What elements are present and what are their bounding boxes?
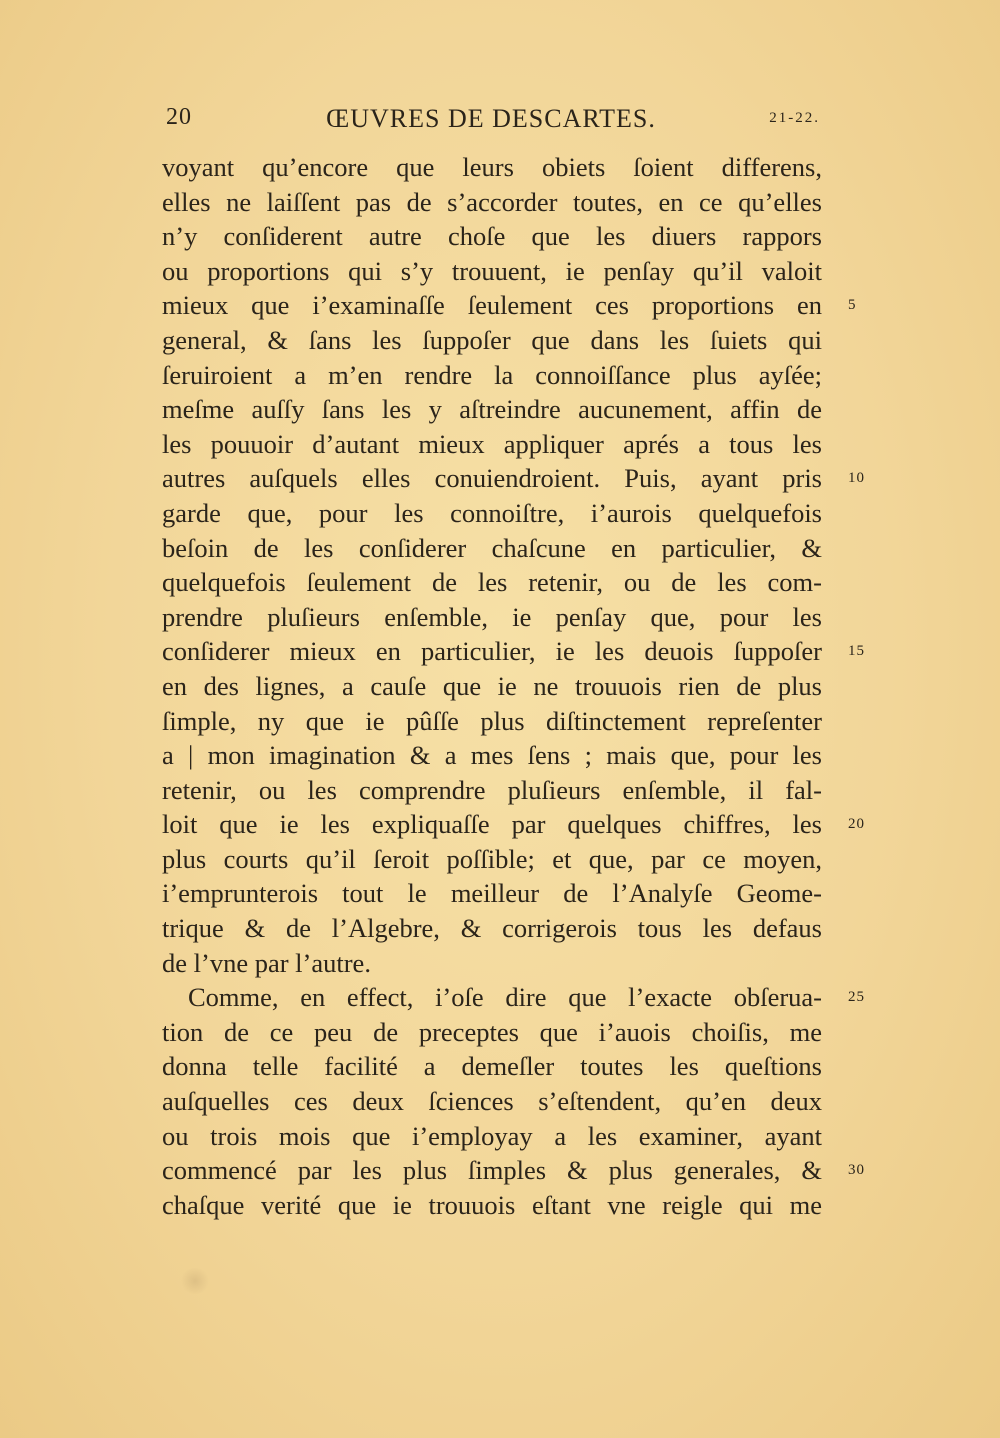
line-number: 30 xyxy=(848,1162,865,1179)
text-line xyxy=(162,323,822,358)
text-line xyxy=(162,980,865,1015)
text-line xyxy=(162,531,822,566)
text-line xyxy=(162,427,822,462)
text-line xyxy=(162,150,822,185)
text-line-content: donna telle facilité a demeſler toutes les queſtions xyxy=(162,1051,822,1082)
text-line xyxy=(162,1049,822,1084)
text-line xyxy=(162,704,822,739)
text-line xyxy=(162,876,822,911)
text-line-content: plus courts qu’il ſeroit poſſible; et que, par ce moyen, xyxy=(162,843,822,874)
text-line-content: a | mon imagination & a mes ſens ; mais que, pour les xyxy=(162,740,822,771)
text-line-content: Comme, en effect, i’oſe dire que l’exacte obſerua- xyxy=(188,982,822,1013)
text-line xyxy=(162,1119,822,1154)
text-line-content: prendre pluſieurs enſemble, ie penſay que, pour les xyxy=(162,601,822,632)
text-line xyxy=(162,911,822,946)
text-line xyxy=(162,288,857,323)
line-number: 10 xyxy=(848,470,865,487)
text-line xyxy=(162,219,822,254)
text-line xyxy=(162,600,822,635)
text-line-content: trique & de l’Algebre, & corrigerois tous les defaus xyxy=(162,913,822,944)
text-line xyxy=(162,461,865,496)
text-line xyxy=(162,946,822,981)
book-title: ŒUVRES DE DESCARTES. xyxy=(326,104,656,133)
text-line xyxy=(162,634,865,669)
text-line xyxy=(162,1084,822,1119)
text-line xyxy=(162,254,822,289)
text-line-content: commencé par les plus ſimples & plus generales, & xyxy=(162,1155,822,1186)
text-line xyxy=(162,669,822,704)
text-line-content: ou proportions qui s’y trouuent, ie penſay qu’il valoit xyxy=(162,255,822,286)
paper-stain xyxy=(180,1268,210,1294)
text-line-content: beſoin de les conſiderer chaſcune en particulier, & xyxy=(162,532,822,563)
text-line-content: autres auſquels elles conuiendroient. Puis, ayant pris xyxy=(162,463,822,494)
text-line xyxy=(162,773,822,808)
text-line-content: quelquefois ſeulement de les retenir, ou de les com- xyxy=(162,567,822,598)
text-line xyxy=(162,807,865,842)
text-line xyxy=(162,738,822,773)
text-line-content: garde que, pour les connoiſtre, i’aurois quelquefois xyxy=(162,497,822,528)
text-line xyxy=(162,392,822,427)
text-line-content: voyant qu’encore que leurs obiets ſoient differens, xyxy=(162,152,822,182)
text-line-content: general, & ſans les ſuppoſer que dans les ſuiets qui xyxy=(162,324,822,355)
text-line xyxy=(162,565,822,600)
text-line-content: mieux que i’examinaſſe ſeulement ces proportions en xyxy=(162,290,822,321)
text-line-content: conſiderer mieux en particulier, ie les deuois ſuppoſer xyxy=(162,636,822,667)
text-line-content: n’y conſiderent autre choſe que les diuers rappors xyxy=(162,221,822,252)
text-line-content: ou trois mois que i’employay a les examiner, ayant xyxy=(162,1120,822,1151)
text-line-content: loit que ie les expliquaſſe par quelques chiffres, les xyxy=(162,809,822,840)
text-line xyxy=(162,1153,865,1188)
running-head xyxy=(162,104,820,138)
line-number: 20 xyxy=(848,816,865,833)
text-line-content: chaſque verité que ie trouuois eſtant vne reigle qui me xyxy=(162,1189,822,1220)
text-line-content: retenir, ou les comprendre pluſieurs enſemble, il fal- xyxy=(162,774,822,805)
text-line-content: les pouuoir d’autant mieux appliquer aprés a tous les xyxy=(162,428,822,459)
line-number: 15 xyxy=(848,643,865,660)
text-line xyxy=(162,842,822,877)
body-text xyxy=(162,150,865,1222)
text-line-content: meſme auſſy ſans les y aſtreindre aucunement, affin de xyxy=(162,394,822,425)
text-line-content: elles ne laiſſent pas de s’accorder toutes, en ce qu’elles xyxy=(162,186,822,217)
text-line-content: de l’vne par l’autre. xyxy=(162,947,371,978)
text-line xyxy=(162,1188,822,1223)
text-line xyxy=(162,1015,822,1050)
original-page-range: 21-22. xyxy=(769,110,820,126)
line-number: 25 xyxy=(848,989,865,1006)
text-line-content: ſimple, ny que ie pûſſe plus diſtinctement repreſenter xyxy=(162,705,822,736)
text-line-content: i’emprunterois tout le meilleur de l’Analyſe Geome- xyxy=(162,878,822,909)
text-line xyxy=(162,185,822,220)
text-line-content: en des lignes, a cauſe que ie ne trouuois rien de plus xyxy=(162,670,822,701)
text-line-content: tion de ce peu de preceptes que i’auois choiſis, me xyxy=(162,1016,822,1047)
text-line xyxy=(162,496,822,531)
text-line-content: auſquelles ces deux ſciences s’eſtendent, qu’en deux xyxy=(162,1086,822,1117)
line-number: 5 xyxy=(848,297,857,314)
text-line-content: ſeruiroient a m’en rendre la connoiſſance plus ayſée; xyxy=(162,359,822,390)
text-line xyxy=(162,358,822,393)
page-number: 20 xyxy=(166,104,192,130)
